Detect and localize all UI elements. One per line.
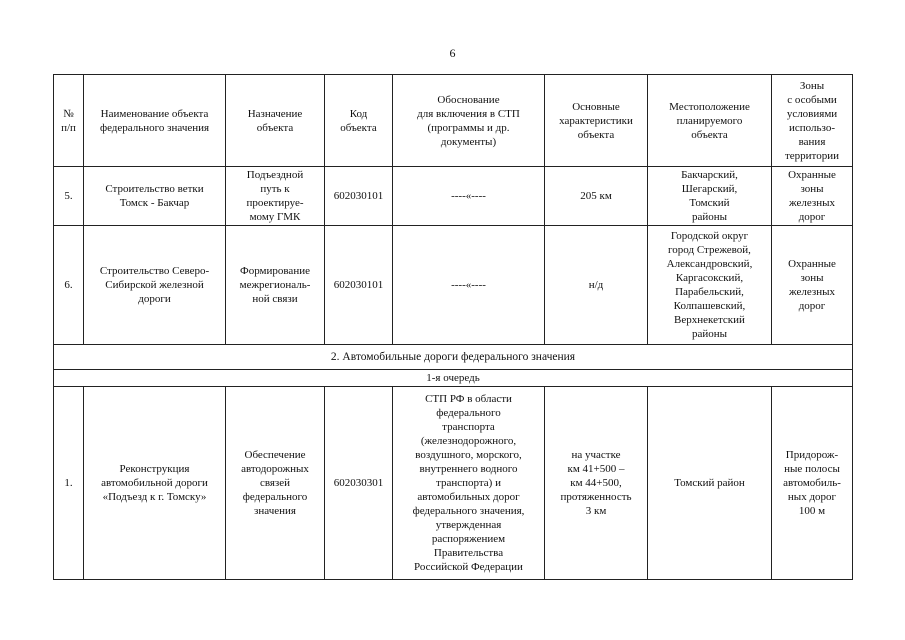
cell-name: Строительство Северо- Сибирской железной дороги: [84, 226, 226, 345]
cell-purpose: Подъездной путь к проектируе- мому ГМК: [226, 167, 325, 226]
page-number: 6: [449, 46, 456, 60]
col-header-characteristics: Основные характеристики объекта: [545, 75, 648, 167]
cell-justification: ----«----: [393, 226, 545, 345]
col-header-zones: Зоны с особыми условиями использо- вания территории: [772, 75, 853, 167]
col-header-justification: Обоснование для включения в СТП (программы и др. документы): [393, 75, 545, 167]
cell-location: Бакчарский, Шегарский, Томский районы: [648, 167, 772, 226]
section-row: [54, 345, 853, 370]
cell-zones: Охранные зоны железных дорог: [772, 226, 853, 345]
cell-number: 5.: [54, 167, 84, 226]
cell-characteristics: на участке км 41+500 – км 44+500, протяженность 3 км: [545, 387, 648, 580]
col-header-code: Код объекта: [325, 75, 393, 167]
cell-characteristics: н/д: [545, 226, 648, 345]
subsection-row: [54, 370, 853, 387]
table-row: [54, 167, 853, 226]
cell-location: Томский район: [648, 387, 772, 580]
cell-zones: Придорож- ные полосы автомобиль- ных дорог 100 м: [772, 387, 853, 580]
federal-objects-table: [53, 74, 853, 580]
col-header-location: Местоположение планируемого объекта: [648, 75, 772, 167]
table-row: [54, 387, 853, 580]
cell-code: 602030301: [325, 387, 393, 580]
cell-justification: ----«----: [393, 167, 545, 226]
cell-name: Реконструкция автомобильной дороги «Подъезд к г. Томску»: [84, 387, 226, 580]
cell-number: 1.: [54, 387, 84, 580]
cell-code: 602030101: [325, 167, 393, 226]
col-header-number: № п/п: [54, 75, 84, 167]
cell-name: Строительство ветки Томск - Бакчар: [84, 167, 226, 226]
cell-justification: СТП РФ в области федерального транспорта (железнодорожного, воздушного, морского, внутреннего водного транспорта) и автомобильных дорог федерального значения, утвержденная распоряжением Правительства Российской Федерации: [393, 387, 545, 580]
section-title: 2. Автомобильные дороги федерального значения: [54, 345, 853, 370]
table-row: [54, 226, 853, 345]
cell-number: 6.: [54, 226, 84, 345]
cell-location: Городской округ город Стрежевой, Александровский, Каргасокский, Парабельский, Колпашевский, Верхнекетский районы: [648, 226, 772, 345]
table-header-row: [54, 75, 853, 167]
cell-code: 602030101: [325, 226, 393, 345]
col-header-name: Наименование объекта федерального значения: [84, 75, 226, 167]
cell-zones: Охранные зоны железных дорог: [772, 167, 853, 226]
cell-purpose: Формирование межрегиональ- ной связи: [226, 226, 325, 345]
subsection-title: 1-я очередь: [54, 370, 853, 387]
col-header-purpose: Назначение объекта: [226, 75, 325, 167]
cell-characteristics: 205 км: [545, 167, 648, 226]
cell-purpose: Обеспечение автодорожных связей федерального значения: [226, 387, 325, 580]
